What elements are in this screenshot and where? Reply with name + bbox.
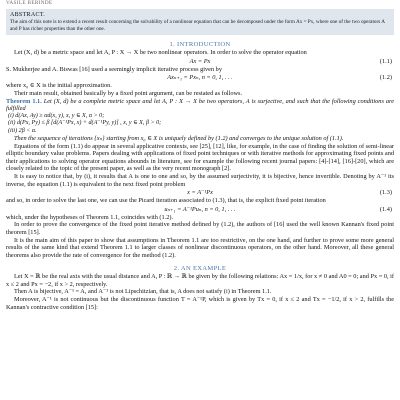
abstract-box: [6, 9, 394, 35]
equation: [6, 205, 394, 214]
equation-expression: x = A⁻¹Px: [187, 189, 213, 197]
theorem-condition: (ii) d(Px, Py) ≤ β [d(A⁻¹Px, x) + d(A⁻¹Py, y)] , x, y ∈ X, β > 0;: [8, 120, 162, 127]
equation: [6, 188, 394, 197]
equation-number: (1.3): [379, 189, 392, 197]
paragraph: In order to prove the convergence of the fixed point iterative method defined by (1.2), the authors of [16] used the well known Kannan's fixed point theorem [15].: [6, 221, 394, 236]
equation-number: (1.2): [379, 74, 392, 82]
abstract-text: The aim of this note is to extend a recent result concerning the solvability of a nonlinear equation that can be decomposed under the form Ax = Px, where one of the two operators A and P has richer properties than the other one.: [10, 19, 385, 32]
paragraph: and so, in order to solve the last one, we can use the Picard iteration associated to (1.3), that is, the explicit fixed point iteration: [6, 197, 326, 205]
running-header-author: VASILE BERINDE: [6, 0, 53, 6]
section-title-example: 2. AN EXAMPLE: [173, 265, 227, 273]
theorem-statement: Let (X, d) be a complete metric space and let A, P : X → X be two operators, A is surjective, and such that the following conditions are fulfilled: [6, 97, 395, 113]
paragraph: Their main result, obtained basically by a fixed point argument, can be restated as follows.: [14, 89, 243, 97]
equation: [6, 73, 394, 82]
paragraph: Let (X, d) be a metric space and let A, P : X → X be two nonlinear operators. In order to solve the operator equation: [14, 49, 307, 57]
section-title-introduction: 1. INTRODUCTION: [169, 41, 231, 49]
theorem-condition: (iii) 2β < α.: [8, 127, 37, 134]
paragraph: It is the main aim of this paper to show that assumptions in Theorem 1.1 are too restrictive, on the one hand, and further to prove some more general results of the same kind that extend Theorem 1.1 to larger classes of nonlinear discontinuous operators, on the other hand. Moreover, all these general theorems also provide the rate of convergence for the method (1.2).: [6, 236, 394, 259]
theorem-conclusion: Then the sequence of iterations {xₙ} starting from x₀ ∈ X is uniquely defined by (1.2) and converges to the unique solution of (1.1).: [14, 134, 344, 142]
abstract-heading: ABSTRACT.: [10, 12, 46, 18]
paragraph: S. Mukherjee and A. Biswas [16] used a seemingly implicit iterative process given by: [6, 65, 222, 73]
paragraph: where x₀ ∈ X is the initial approximation.: [6, 82, 112, 90]
equation-number: (1.1): [379, 57, 392, 65]
paragraph: It is easy to notice that, by (i), it results that A is one to one and so, by the assumed surjectivity, it is bijective, hence invertible. Denoting by A⁻¹ its inverse, the equation (1.1) is equivalent to the next fixed point problem: [6, 172, 394, 188]
equation-expression: Axₙ₊₁ = Pxₙ, n = 0, 1, . . .: [167, 74, 233, 82]
paragraph: Then A is bijective, A⁻¹ = A, and A⁻¹ is not Lipschitzian, that is, A does not satisfy (i) in Theorem 1.1.: [14, 288, 272, 296]
paragraph: Let X = ℝ be the real axis with the usual distance and A, P : ℝ → ℝ be given by the following relations: Ax = 1/x, for x ≠ 0 and A0 = 0; and Px = 0, if x ≤ 2 and Px = −2, if x > 2, respectively.: [6, 273, 394, 288]
equation-number: (1.4): [379, 205, 392, 213]
equation-expression: Ax = Px: [189, 57, 211, 65]
paragraph: Equations of the form (1.1) do appear in several applicative contexts, see [25], [12], like, for example, in the case of finding the solution of semi-linear elliptic boundary value problems. Papers dealing with applications of fixed point techniques or with iterative methods for approximating fixed points and their applications to solving operator equations abounds in literature, see for example the following recent journal papers: [4]-[14], [16]-[20], which are closely related to the topic of the present paper, as well as the very recent monograph [2].: [6, 142, 394, 173]
theorem: [6, 98, 394, 113]
theorem-label: Theorem 1.1.: [6, 97, 42, 105]
paragraph: Moreover, A⁻¹ is not continuous but the discontinuous function T = A⁻¹P, which is given by Tx = 0, if x ≤ 2 and Tx = −1/2, if x > 2, fulfills the Kannan's contractive condition [15]:: [6, 296, 394, 311]
equation: [6, 57, 394, 66]
equation-expression: uₙ₊₁ = A⁻¹Puₙ, n = 0, 1, . . .: [164, 205, 236, 213]
theorem-condition: (i) d(Ax, Ay) ≥ αd(x, y), x, y ∈ X, α > 0;: [8, 112, 105, 119]
paragraph: which, under the hypotheses of Theorem 1.1, coincides with (1.2).: [6, 213, 174, 221]
